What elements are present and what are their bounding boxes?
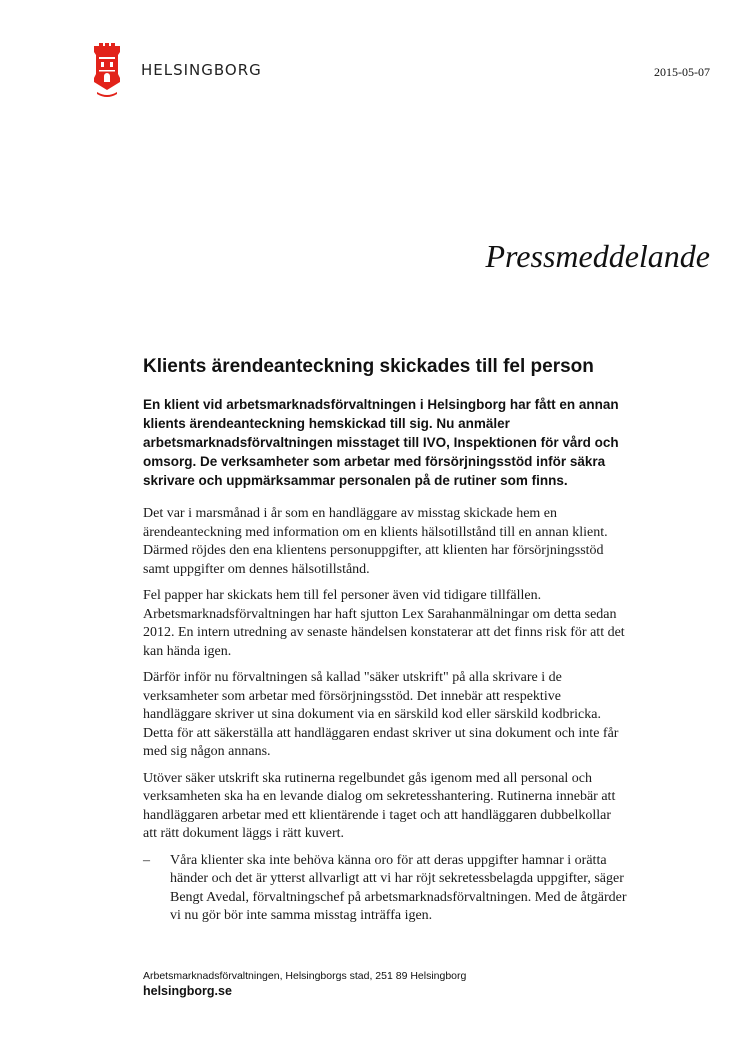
body-paragraph: Det var i marsmånad i år som en handläggare av misstag skickade hem en ärendeanteckning med information om en klients hälsotillstånd till en annan klient. Därmed röjdes den ena klientens personuppgifter, att klienten har försörjningsstöd samt uppgifter om dennes hälsotillstånd. [143, 506, 608, 577]
document-type: Pressmeddelande [485, 238, 710, 274]
footer-address: Arbetsmarknadsförvaltningen, Helsingborgs stad, 251 89 Helsingborg [143, 970, 467, 982]
helsingborg-coat-of-arms-icon [93, 42, 121, 98]
lead-paragraph: En klient vid arbetsmarknadsförvaltningen i Helsingborg har fått en annan klients ärendeanteckning hemskickad till sig. Nu anmäler arbetsmarknadsförvaltningen misstaget till IVO, Inspektionen för vård och omsorg. De verksamheter som arbetar med försörjningsstöd inför säkra skrivare och uppmärksammar personalen på de rutiner som finns. [143, 397, 619, 488]
body-paragraph: Utöver säker utskrift ska rutinerna regelbundet gås igenom med all personal och verksamheten ska ha en levande dialog om sekretesshantering. Rutinerna innebär att handläggaren arbetar med ett klientärende i taget och att handläggaren dubbelkollar att rätt dokument läggs i rätt kuvert. [143, 770, 616, 841]
body-paragraph: Fel papper har skickats hem till fel personer även vid tidigare tillfällen. Arbetsmarknadsförvaltningen har haft sjutton Lex Sarahanmälningar om detta sedan 2012. En intern utredning av senaste händelsen konstaterar att det finns risk för att det kan hända igen. [143, 588, 625, 659]
quote-block [143, 852, 627, 926]
headline: Klients ärendeanteckning skickades till fel person [143, 356, 594, 377]
release-date: 2015-05-07 [654, 65, 710, 79]
article-body [143, 505, 627, 926]
quote-dash: – [143, 852, 150, 868]
brand-name: HELSINGBORG [141, 61, 262, 79]
body-paragraph: Därför inför nu förvaltningen så kallad "säker utskrift" på alla skrivare i de verksamheter som arbetar med försörjningsstöd. Det innebär att respektive handläggare skriver ut sina dokument via en särskild kod eller särskild kodbricka. Detta för att säkerställa att handläggaren endast skriver ut sina dokument och inte får med sig någon annans. [143, 670, 619, 759]
quote-text: Våra klienter ska inte behöva känna oro för att deras uppgifter hamnar i orätta händer och det är ytterst allvarligt att vi har röjt sekretessbelagda uppgifter, säger Bengt Avedal, förvaltningschef på arbetsmarknadsförvaltningen. Med de åtgärder vi nu gör bör inte samma misstag inträffa igen. [170, 852, 627, 923]
footer-website-link[interactable]: helsingborg.se [143, 984, 232, 998]
